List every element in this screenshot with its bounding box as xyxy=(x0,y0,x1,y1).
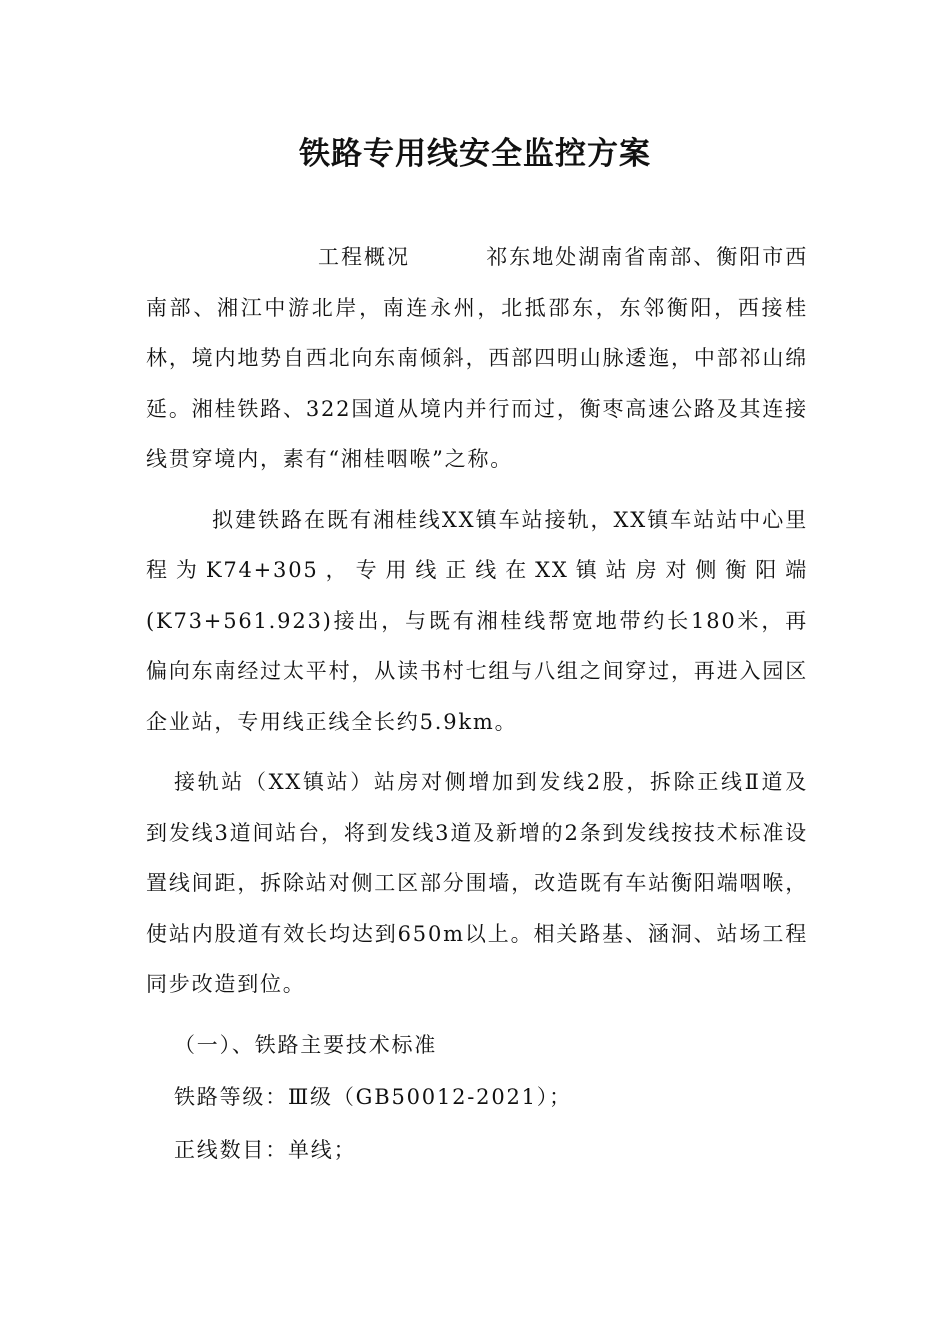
document-title: 铁路专用线安全监控方案 xyxy=(299,136,651,172)
route-paragraph: 拟建铁路在既有湘桂线XX镇车站接轨，XX镇车站站中心里程为K74+305，专用线正线在XX镇站房对侧衡阳端(K73+561.923)接出，与既有湘桂线帮宽地带约长180米，再偏向东南经过太平村，从读书村七组与八组之间穿过，再进入园区企业站，专用线正线全长约5.9km。 xyxy=(146,507,808,734)
overview-text: 祁东地处湖南省南部、衡阳市西南部、湘江中游北岸，南连永州，北抵邵东，东邻衡阳，西接桂林，境内地势自西北向东南倾斜，西部四明山脉逶迤，中部祁山绵延。湘桂铁路、322国道从境内并行而过，衡枣高速公路及其连接线贯穿境内，素有“湘桂咽喉”之称。 xyxy=(146,245,808,471)
document-body xyxy=(146,232,808,1177)
overview-heading: 工程概况 xyxy=(318,245,410,269)
railway-grade-line: 铁路等级：Ⅲ级（GB50012-2021）； xyxy=(174,1085,572,1109)
station-paragraph: 接轨站（XX镇站）站房对侧增加到发线2股，拆除正线Ⅱ道及到发线3道间站台，将到发线3道及新增的2条到发线按技术标准设置线间距，拆除站对侧工区部分围墙，改造既有车站衡阳端咽喉，使站内股道有效长均达到650m以上。相关路基、涵洞、站场工程同步改造到位。 xyxy=(146,770,808,996)
section-heading-standards: （一）、铁路主要技术标准 xyxy=(174,1032,438,1057)
overview-paragraph xyxy=(146,232,808,485)
main-line-count-line: 正线数目：单线； xyxy=(174,1137,357,1162)
